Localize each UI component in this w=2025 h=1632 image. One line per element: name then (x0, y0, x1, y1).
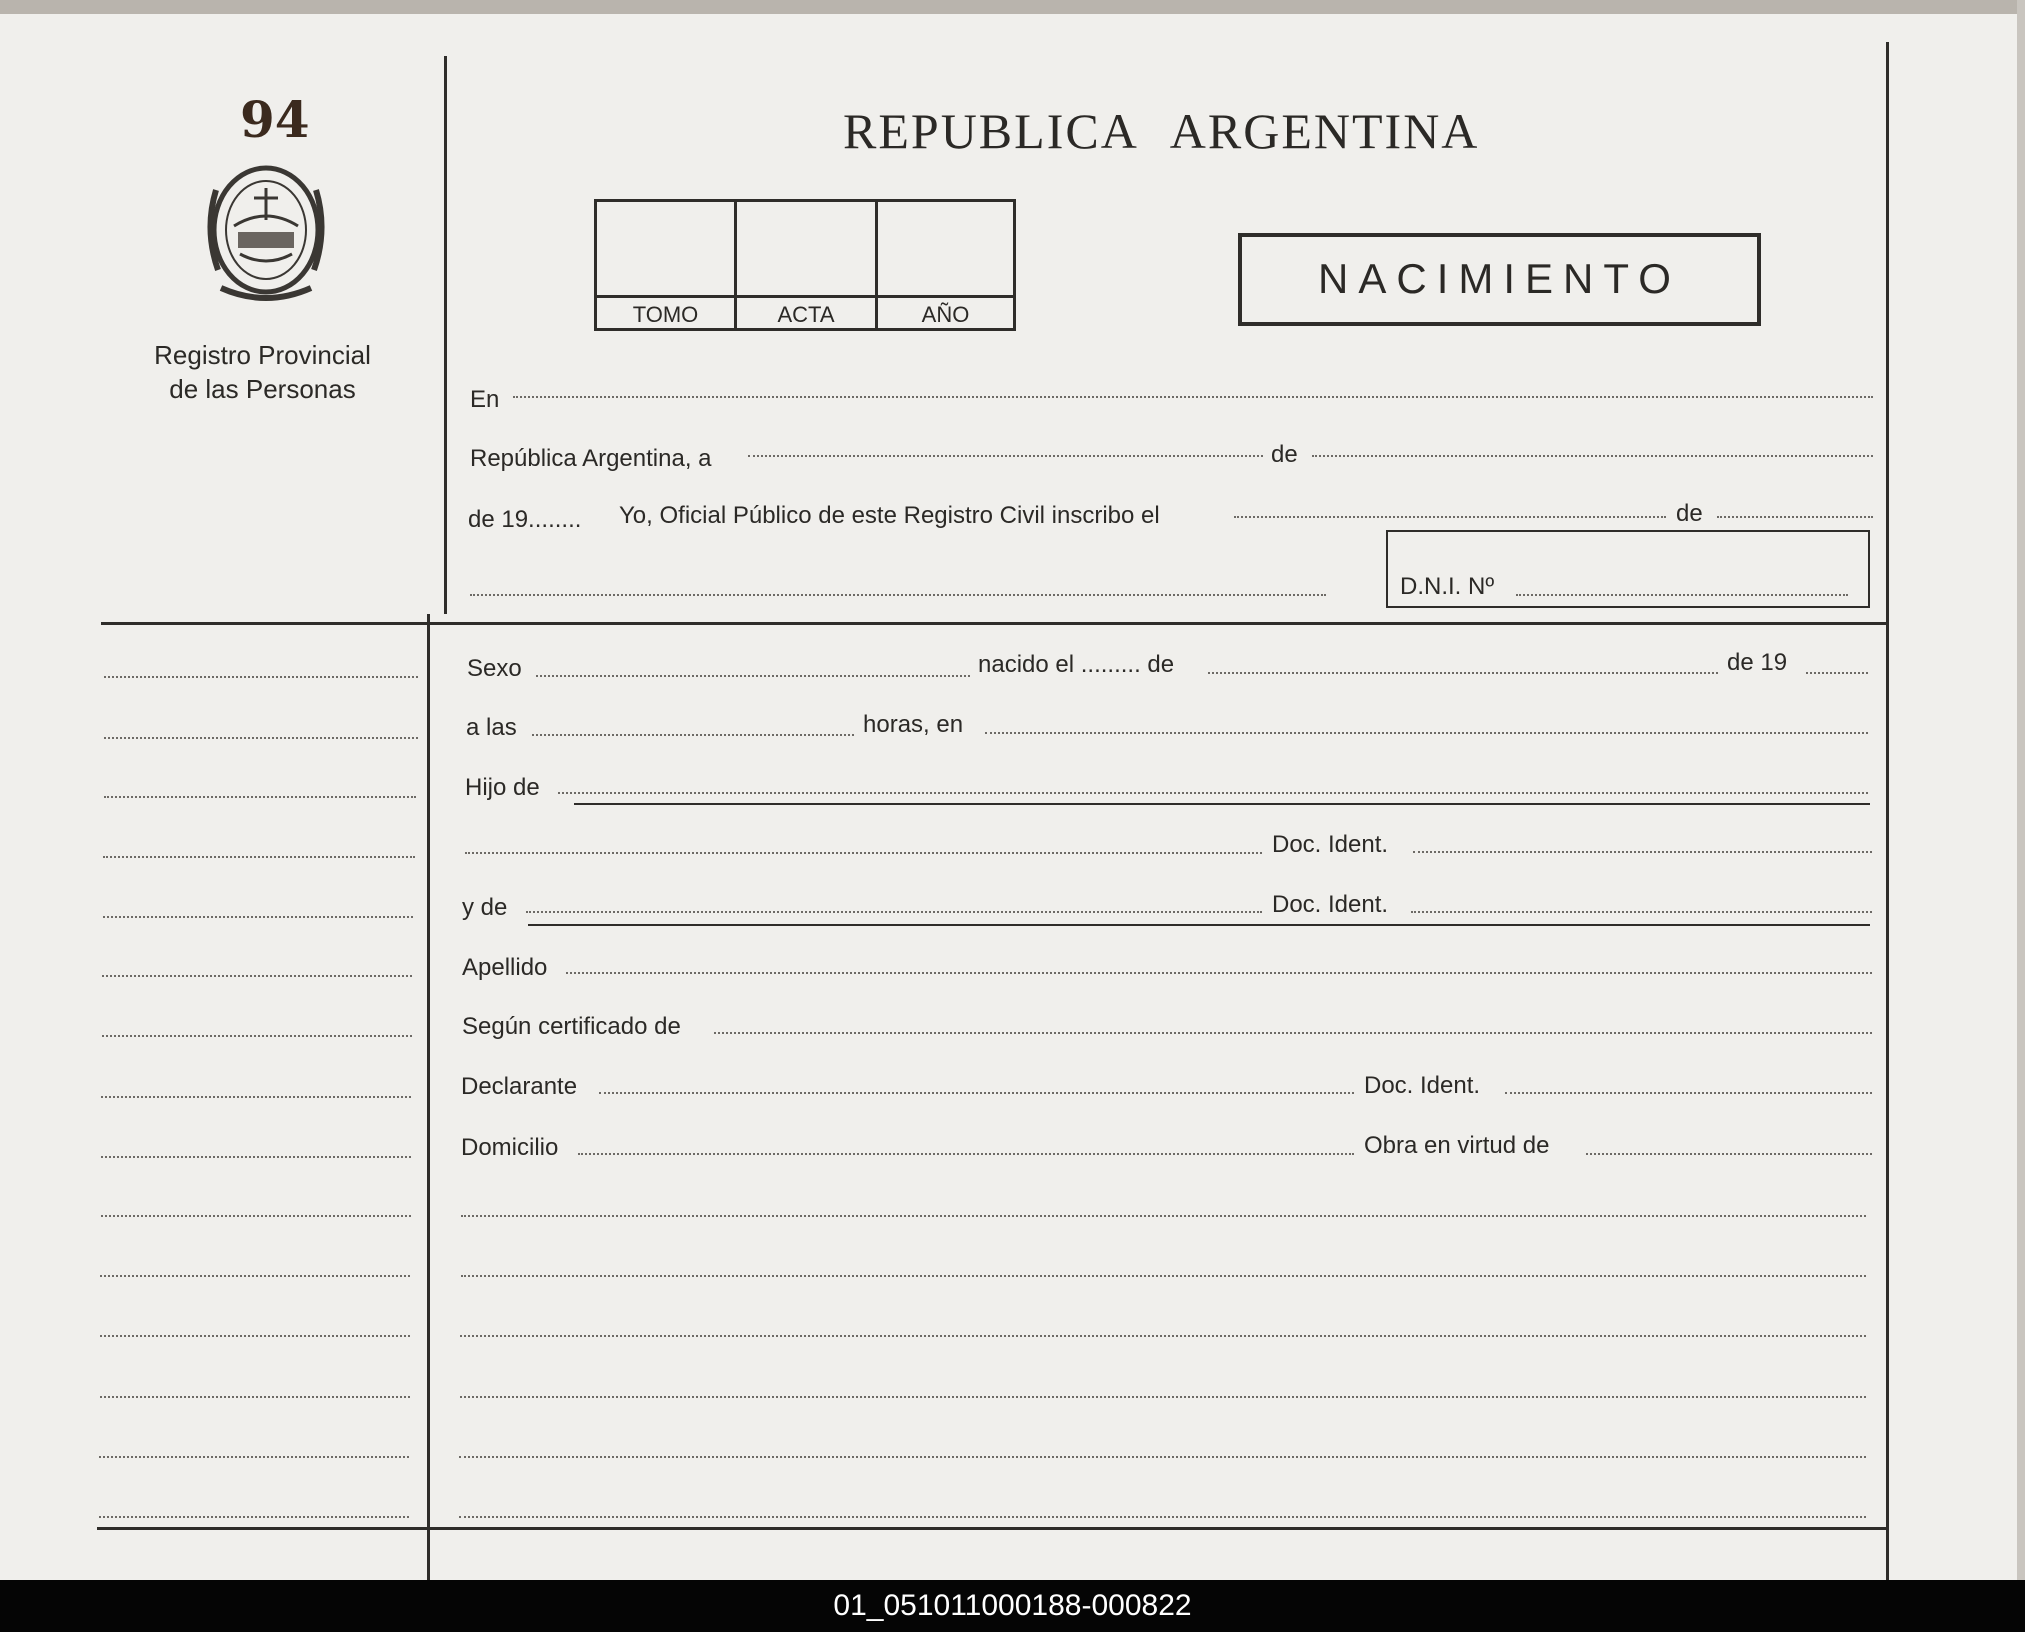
record-type-box: NACIMIENTO (1238, 233, 1761, 326)
margin-line[interactable] (101, 1215, 411, 1217)
field-blank-line[interactable] (461, 1275, 1866, 1277)
label-doc-3: Doc. Ident. (1364, 1072, 1481, 1099)
right-border (1886, 42, 1889, 1580)
field-hora[interactable] (532, 734, 854, 736)
tomo-cell[interactable] (597, 202, 737, 295)
label-doc-2: Doc. Ident. (1272, 891, 1389, 918)
tomo-label: TOMO (597, 295, 737, 331)
page-number: 94 (240, 90, 310, 149)
label-sexo: Sexo (467, 655, 522, 682)
label-apellido: Apellido (462, 954, 548, 981)
left-column-divider-lower (427, 614, 430, 1580)
field-anio[interactable] (1806, 672, 1868, 674)
field-dia[interactable] (748, 455, 1263, 457)
field-declarante[interactable] (599, 1092, 1354, 1094)
field-inscribo[interactable] (1234, 516, 1666, 518)
label-a-las: a las (466, 714, 517, 741)
label-domicilio: Domicilio (461, 1134, 559, 1161)
margin-line[interactable] (100, 1275, 410, 1277)
label-de-1: de (1271, 441, 1298, 468)
field-doc-1[interactable] (1413, 851, 1872, 853)
field-certificado[interactable] (714, 1032, 1872, 1034)
margin-line[interactable] (99, 1516, 409, 1518)
field-lugar[interactable] (985, 732, 1868, 734)
field-apellido[interactable] (566, 972, 1872, 974)
label-hijo: Hijo de (465, 774, 540, 801)
field-blank-line[interactable] (459, 1516, 1866, 1518)
label-en: En (470, 386, 500, 413)
misiones-seal-icon (196, 150, 336, 310)
margin-line[interactable] (102, 1035, 412, 1037)
section-divider-top (101, 622, 1889, 625)
field-madre[interactable] (526, 911, 1262, 913)
margin-line[interactable] (104, 796, 416, 798)
field-mes[interactable] (1312, 455, 1873, 457)
field-en[interactable] (513, 396, 1873, 398)
acta-cell[interactable] (737, 202, 878, 295)
label-de-19: de 19........ (468, 506, 582, 533)
field-sexo[interactable] (536, 675, 970, 677)
field-nacido-mes[interactable] (1208, 672, 1718, 674)
field-doc-2[interactable] (1411, 911, 1872, 913)
section-divider-bottom (97, 1527, 1886, 1530)
label-y-de: y de (462, 894, 508, 921)
label-doc-1: Doc. Ident. (1272, 831, 1389, 858)
field-nombre-oficial[interactable] (470, 594, 1326, 596)
registry-name: Registro Provincial de las Personas (154, 340, 371, 404)
margin-line[interactable] (99, 1456, 409, 1458)
tomo-acta-ano-box (594, 199, 1016, 331)
margin-line[interactable] (104, 676, 418, 678)
field-doc-3[interactable] (1505, 1092, 1872, 1094)
document-id-footer: 01_051011000188-000822 (0, 1580, 2025, 1632)
label-nacido: nacido el ......... de (978, 651, 1175, 678)
label-dni: D.N.I. Nº (1400, 573, 1495, 600)
label-declarante: Declarante (461, 1073, 578, 1100)
label-republica: República Argentina, a (470, 445, 712, 472)
y-de-underline (528, 924, 1870, 926)
margin-line[interactable] (103, 856, 415, 858)
field-blank-line[interactable] (461, 1215, 1866, 1217)
label-horas: horas, en (863, 711, 964, 738)
label-obra: Obra en virtud de (1364, 1132, 1550, 1159)
field-obra[interactable] (1586, 1153, 1872, 1155)
margin-line[interactable] (101, 1096, 411, 1098)
margin-line[interactable] (104, 737, 418, 739)
field-blank-line[interactable] (459, 1456, 1866, 1458)
page-right-edge (2017, 0, 2025, 1580)
left-column-divider (444, 56, 447, 614)
margin-line[interactable] (100, 1396, 410, 1398)
label-segun: Según certificado de (462, 1013, 681, 1040)
label-oficial: Yo, Oficial Público de este Registro Civil inscribo el (619, 502, 1160, 529)
margin-line[interactable] (103, 916, 413, 918)
field-dni[interactable] (1516, 594, 1848, 596)
acta-label: ACTA (737, 295, 878, 331)
field-padre-cont[interactable] (465, 852, 1262, 854)
margin-line[interactable] (101, 1156, 411, 1158)
field-domicilio[interactable] (578, 1153, 1354, 1155)
country-title: REPUBLICA ARGENTINA (843, 103, 1480, 159)
field-blank-line[interactable] (460, 1335, 1866, 1337)
field-de-2[interactable] (1717, 516, 1873, 518)
field-blank-line[interactable] (460, 1396, 1866, 1398)
hijo-underline (574, 803, 1870, 805)
label-de-19b: de 19 (1727, 649, 1788, 676)
ano-label: AÑO (878, 295, 1013, 331)
label-de-2: de (1676, 500, 1703, 527)
field-padre[interactable] (558, 792, 1868, 794)
margin-line[interactable] (100, 1335, 410, 1337)
page-top-edge (0, 0, 2025, 14)
margin-line[interactable] (102, 975, 412, 977)
